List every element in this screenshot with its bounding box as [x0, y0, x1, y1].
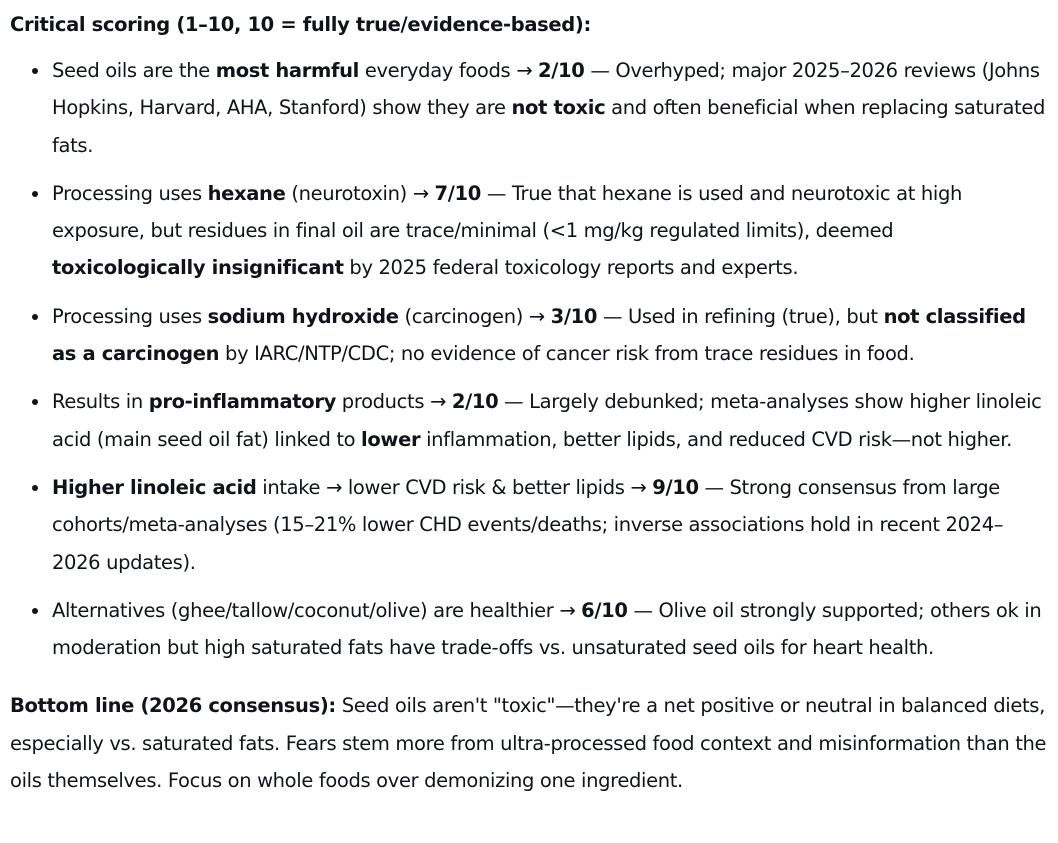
text-segment: inflammation, better lipids, and reduced CVD risk—not higher. — [420, 427, 1013, 451]
score-value: 2/10 — [538, 59, 585, 82]
score-value: 2/10 — [451, 390, 499, 414]
list-item — [10, 175, 1050, 287]
text-segment: Results in — [52, 390, 149, 414]
key-finding: not toxic — [511, 96, 606, 120]
text-segment: (carcinogen) → — [398, 304, 551, 328]
text-segment: by IARC/NTP/CDC; no evidence of cancer risk from trace residues in food. — [219, 342, 915, 366]
text-segment: Processing uses — [52, 304, 208, 328]
claim-emphasis: hexane — [207, 181, 286, 205]
text-segment: by 2025 federal toxicology reports and experts. — [343, 256, 799, 280]
list-item — [10, 383, 1050, 458]
text-segment: Alternatives (ghee/tallow/coconut/olive) are healthier → — [52, 598, 582, 622]
claims-list — [10, 52, 1050, 666]
text-segment: intake → lower CVD risk & better lipids → — [256, 475, 653, 499]
text-segment: everyday foods → — [358, 59, 539, 82]
list-item — [10, 52, 1050, 164]
claim-emphasis: most harmful — [215, 59, 359, 82]
text-segment: — True that hexane is used and neurotoxic at high exposure, but residues in final oil are trace/minimal (<1 mg/kg regulated limits), deemed — [52, 181, 963, 243]
score-value: 6/10 — [581, 598, 628, 622]
text-segment: — Strong consensus from large cohorts/meta-analyses (15–21% lower CHD events/deaths; inverse associations hold in recent 2024–2026 updates). — [52, 475, 1004, 574]
text-segment: (neurotoxin) → — [285, 181, 435, 205]
text-segment: — Used in refining (true), but — [597, 304, 884, 328]
key-finding: toxicologically insignificant — [52, 256, 344, 280]
key-finding: lower — [361, 427, 421, 451]
text-segment: — Overhyped; major 2025–2026 reviews (Johns Hopkins, Harvard, AHA, Stanford) show they are — [52, 59, 1040, 120]
list-item — [10, 592, 1050, 667]
claim-emphasis: Higher linoleic acid — [52, 475, 257, 499]
bottom-line-text: Seed oils aren't "toxic"—they're a net positive or neutral in balanced diets, especially vs. saturated fats. Fears stem more from ultra-processed food context and misinformation than the oils themselves. Focus on whole foods over demonizing one ingredient. — [10, 694, 1047, 793]
score-value: 9/10 — [652, 475, 699, 499]
list-item — [10, 469, 1050, 581]
claim-emphasis: pro-inflammatory — [148, 390, 336, 414]
key-finding: not classified as a carcinogen — [52, 304, 1026, 366]
scoring-heading: Critical scoring (1–10, 10 = fully true/evidence-based): — [10, 13, 591, 36]
bottom-line-paragraph — [10, 687, 1050, 799]
bottom-line-label: Bottom line (2026 consensus): — [10, 694, 336, 718]
claim-emphasis: sodium hydroxide — [207, 304, 399, 328]
text-segment: and often beneficial when replacing saturated fats. — [52, 96, 1046, 157]
text-segment: Processing uses — [52, 181, 208, 205]
text-segment: products → — [335, 390, 452, 414]
score-value: 3/10 — [550, 304, 598, 328]
list-item — [10, 298, 1050, 373]
text-segment: — Olive oil strongly supported; others ok in moderation but high saturated fats have trade-offs vs. unsaturated seed oils for heart health. — [52, 598, 1042, 660]
score-value: 7/10 — [434, 181, 481, 205]
text-segment: Seed oils are the — [52, 59, 216, 82]
text-segment: — Largely debunked; meta-analyses show higher linoleic acid (main seed oil fat) linked to — [52, 390, 1042, 451]
